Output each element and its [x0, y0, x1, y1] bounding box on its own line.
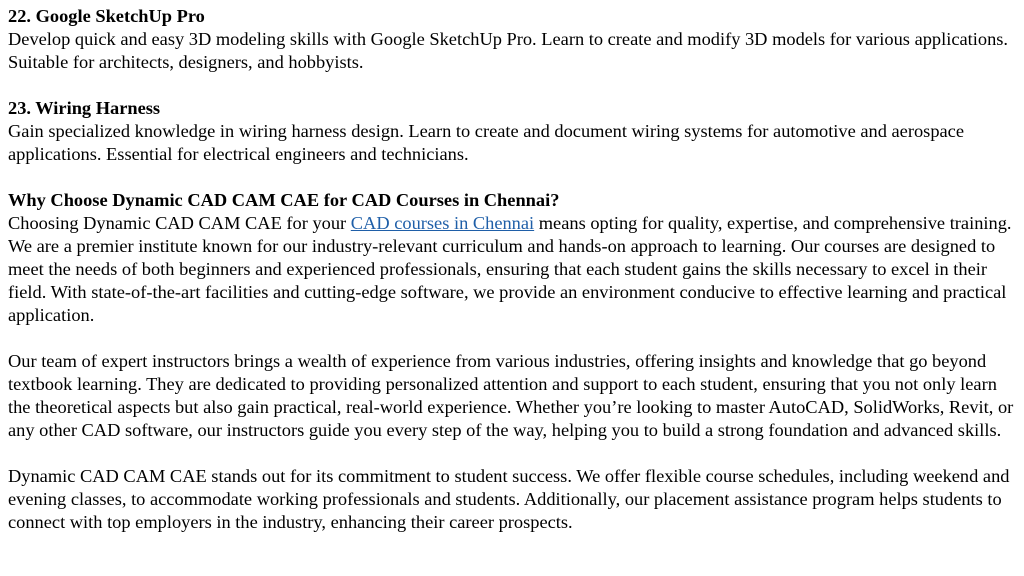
why-paragraph-1: [8, 212, 1020, 327]
paragraph-instructors: [8, 350, 1020, 442]
section-why-choose: [8, 189, 1020, 327]
document-body: [8, 5, 1020, 557]
why-heading: Why Choose Dynamic CAD CAM CAE for CAD Courses in Chennai?: [8, 190, 560, 210]
why-paragraph-2: Our team of expert instructors brings a wealth of experience from various industries, offering insights and knowledge that go beyond textbook learning. They are dedicated to providing personalized attention and support to each student, ensuring that you not only learn the theoretical aspects but also gain practical, real-world experience. Whether you’re looking to master AutoCAD, SolidWorks, Revit, or any other CAD software, our instructors guide you every step of the way, helping you to build a strong foundation and advanced skills.: [8, 351, 1014, 440]
section-heading: 22. Google SketchUp Pro: [8, 6, 205, 26]
why-p1-before: Choosing Dynamic CAD CAM CAE for your: [8, 213, 351, 233]
cad-courses-link[interactable]: CAD courses in Chennai: [350, 213, 535, 233]
section-wiring-harness: [8, 97, 1020, 166]
section-text: Gain specialized knowledge in wiring harness design. Learn to create and document wiring systems for automotive and aerospace applications. Essential for electrical engineers and technicians.: [8, 121, 964, 164]
section-heading: 23. Wiring Harness: [8, 98, 161, 118]
why-p1-after: means opting for quality, expertise, and comprehensive training. We are a premier institute known for our industry-relevant curriculum and hands-on approach to learning. Our courses are designed to meet the needs of both beginners and experienced professionals, ensuring that each student gains the skills necessary to excel in their field. With state-of-the-art facilities and cutting-edge software, we provide an environment conducive to effective learning and practical application.: [8, 213, 1012, 325]
section-sketchup: [8, 5, 1020, 74]
paragraph-success: [8, 465, 1020, 534]
section-text: Develop quick and easy 3D modeling skills with Google SketchUp Pro. Learn to create and modify 3D models for various applications. Suitable for architects, designers, and hobbyists.: [8, 29, 1009, 72]
why-paragraph-3: Dynamic CAD CAM CAE stands out for its commitment to student success. We offer flexible course schedules, including weekend and evening classes, to accommodate working professionals and students. Additionally, our placement assistance program helps students to connect with top employers in the industry, enhancing their career prospects.: [8, 466, 1010, 532]
